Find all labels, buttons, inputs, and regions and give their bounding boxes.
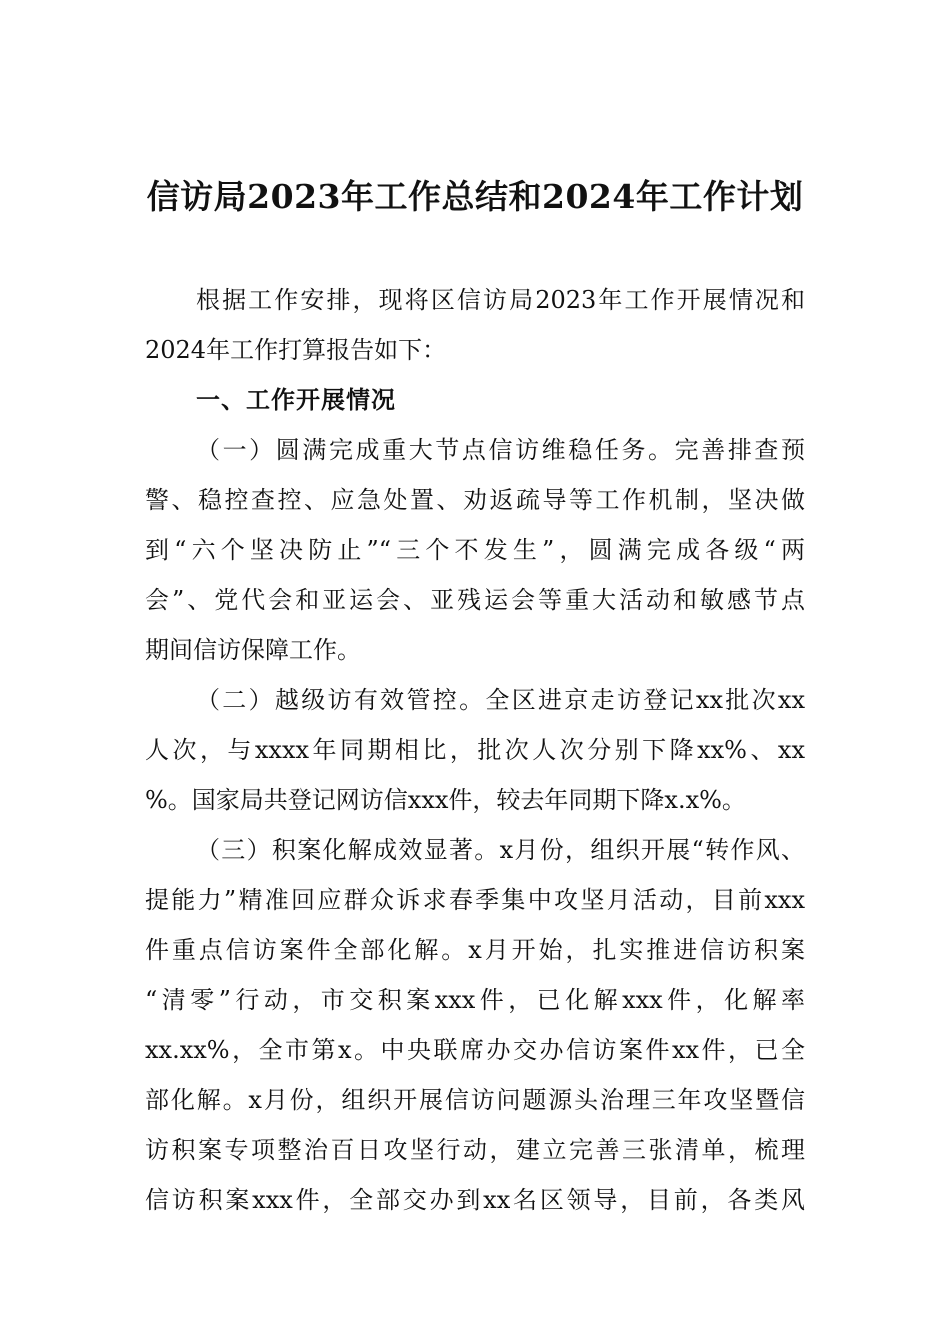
paragraph-line: （一）圆满完成重大节点信访维稳任务。完善排查预 <box>196 436 805 464</box>
paragraph-line: 根据工作安排，现将区信访局2023年工作开展情况和 <box>196 286 805 314</box>
section-heading: 一、工作开展情况 <box>196 386 396 414</box>
paragraph-line: 部化解。x月份，组织开展信访问题源头治理三年攻坚暨信 <box>145 1086 805 1114</box>
paragraph-line: %。国家局共登记网访信xxx件，较去年同期下降x.x%。 <box>145 786 746 814</box>
paragraph-line: 访积案专项整治百日攻坚行动，建立完善三张清单，梳理 <box>145 1136 805 1164</box>
paragraph-line: 会”、党代会和亚运会、亚残运会等重大活动和敏感节点 <box>145 586 805 614</box>
paragraph-line: 件重点信访案件全部化解。x月开始，扎实推进信访积案 <box>145 936 805 964</box>
paragraph-line: 期间信访保障工作。 <box>145 636 361 664</box>
paragraph-line: 信访积案xxx件，全部交办到xx名区领导，目前，各类风 <box>145 1186 805 1214</box>
paragraph-line: “清零”行动，市交积案xxx件，已化解xxx件，化解率 <box>145 986 805 1014</box>
paragraph-line: 到“六个坚决防止”“三个不发生”，圆满完成各级“两 <box>145 536 805 564</box>
paragraph-line: （三）积案化解成效显著。x月份，组织开展“转作风、 <box>196 836 805 864</box>
document-title: 信访局2023年工作总结和2024年工作计划 <box>146 177 804 216</box>
paragraph-line: xx.xx%，全市第x。中央联席办交办信访案件xx件，已全 <box>145 1036 805 1064</box>
paragraph-line: （二）越级访有效管控。全区进京走访登记xx批次xx <box>196 686 805 714</box>
paragraph-line: 2024年工作打算报告如下： <box>145 336 447 364</box>
paragraph-line: 警、稳控查控、应急处置、劝返疏导等工作机制，坚决做 <box>145 486 805 514</box>
paragraph-line: 提能力”精准回应群众诉求春季集中攻坚月活动，目前xxx <box>145 886 805 914</box>
paragraph-line: 人次，与xxxx年同期相比，批次人次分别下降xx%、xx <box>145 736 805 764</box>
